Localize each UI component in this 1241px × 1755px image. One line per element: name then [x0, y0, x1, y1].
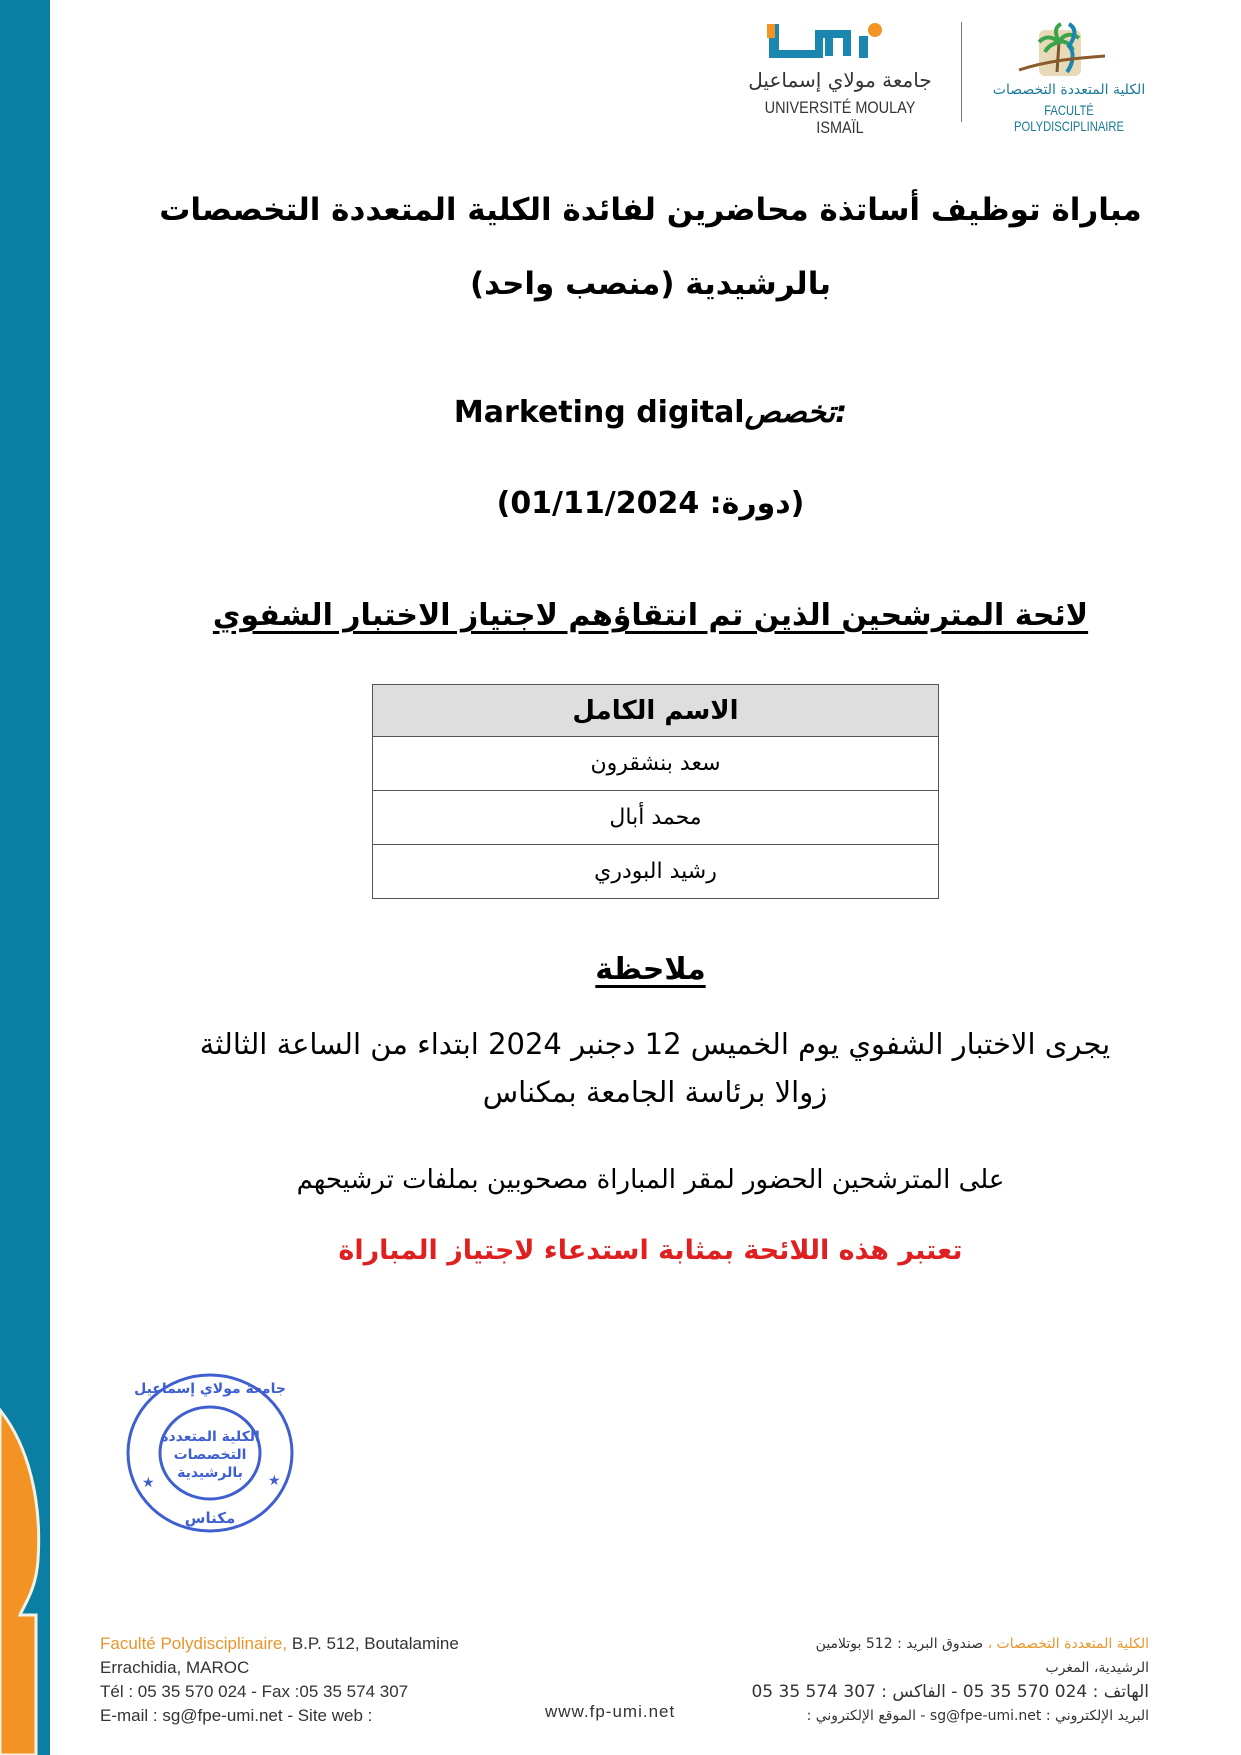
candidates-list-title: لائحة المترشحين الذين تم انتقاؤهم لاجتياز الاختبار الشفوي — [212, 598, 1089, 633]
table-row — [373, 845, 939, 899]
official-stamp-icon — [118, 1365, 303, 1540]
specialty-label: تخصص: — [744, 395, 848, 430]
note-exam-schedule: يجرى الاختبار الشفوي يوم الخميس 12 دجنبر 2024 ابتداء من الساعة الثالثة زوالا برئاسة الجامعة بمكناس — [199, 1027, 1111, 1109]
umi-logo-icon — [763, 20, 913, 62]
table-row — [373, 737, 939, 791]
session-date: (دورة: 01/11/2024) — [496, 486, 805, 521]
svg-text:★: ★ — [268, 1473, 281, 1489]
svg-text:التخصصات: التخصصات — [173, 1447, 247, 1463]
page-title-line2: بالرشيدية (منصب واحد) — [470, 266, 831, 302]
note-documents: على المترشحين الحضور لمقر المباراة مصحوبين بملفات ترشيحهم — [296, 1165, 1005, 1195]
svg-text:★: ★ — [142, 1475, 155, 1491]
svg-text:بالرشيدية: بالرشيدية — [177, 1465, 243, 1481]
footer-phone-ar: الهاتف : 024 570 35 05 - الفاكس : 307 574 35 05 — [751, 1682, 1149, 1702]
header-logos — [735, 18, 1165, 137]
specialty-value: Marketing digital — [453, 395, 745, 430]
footer-email-ar: البريد الإلكتروني : sg@fpe-umi.net - الموقع الإلكتروني : — [806, 1708, 1149, 1724]
page-title-line1: مباراة توظيف أساتذة محاضرين لفائدة الكلية المتعددة التخصصات — [159, 192, 1142, 228]
table-row — [373, 791, 939, 845]
footer-address-ar — [751, 1632, 1149, 1728]
palm-tree-emblem-icon — [1009, 20, 1109, 80]
specialty — [60, 395, 1241, 430]
candidate-name: محمد أبال — [373, 791, 939, 845]
university-name-ar: جامعة مولاي إسماعيل — [748, 68, 932, 92]
footer-brand-fr: Faculté Polydisciplinaire, — [100, 1634, 288, 1653]
footer-address-line1 — [100, 1632, 459, 1656]
footer-address1-fr: B.P. 512, Boutalamine — [287, 1634, 459, 1653]
svg-text:جامعة مولاي إسماعيل: جامعة مولاي إسماعيل — [134, 1381, 286, 1397]
table-header-row — [373, 685, 939, 737]
university-logo — [735, 18, 945, 137]
faculty-name-fr: FACULTÉ POLYDISCIPLINAIRE — [1014, 102, 1124, 134]
column-header-full-name: الاسم الكامل — [373, 685, 939, 737]
candidates-table — [372, 684, 939, 899]
footer-address1-ar: صندوق البريد : 512 بوتلامين — [815, 1636, 988, 1652]
footer-address-line1-ar — [751, 1632, 1149, 1656]
logo-divider — [961, 22, 962, 122]
footer-address2-fr: Errachidia, MAROC — [100, 1658, 250, 1677]
footer-phone-fr: Tél : 05 35 570 024 - Fax :05 35 574 307 — [100, 1682, 409, 1701]
faculty-logo — [979, 18, 1159, 134]
footer-address-fr — [100, 1632, 459, 1728]
footer-address2-ar: الرشيدية، المغرب — [1045, 1660, 1149, 1676]
candidate-name: رشيد البودري — [373, 845, 939, 899]
note-title: ملاحظة — [595, 952, 706, 987]
candidate-name: سعد بنشقرون — [373, 737, 939, 791]
footer-email-fr: E-mail : sg@fpe-umi.net - Site web : — [100, 1706, 373, 1725]
footer-website-link[interactable]: www.fp-umi.net — [545, 1702, 676, 1721]
faculty-name-ar: الكلية المتعددة التخصصات — [992, 82, 1146, 98]
footer-brand-ar: الكلية المتعددة التخصصات ، — [987, 1636, 1149, 1652]
svg-text:مكناس: مكناس — [184, 1509, 236, 1527]
university-name-fr: UNIVERSITÉ MOULAY ISMAÏL — [764, 98, 916, 137]
dome-ornament-icon — [0, 1390, 50, 1755]
note-convocation: تعتبر هذه اللائحة بمثابة استدعاء لاجتياز المباراة — [338, 1235, 963, 1266]
svg-text:الكلية المتعددة: الكلية المتعددة — [160, 1429, 260, 1445]
